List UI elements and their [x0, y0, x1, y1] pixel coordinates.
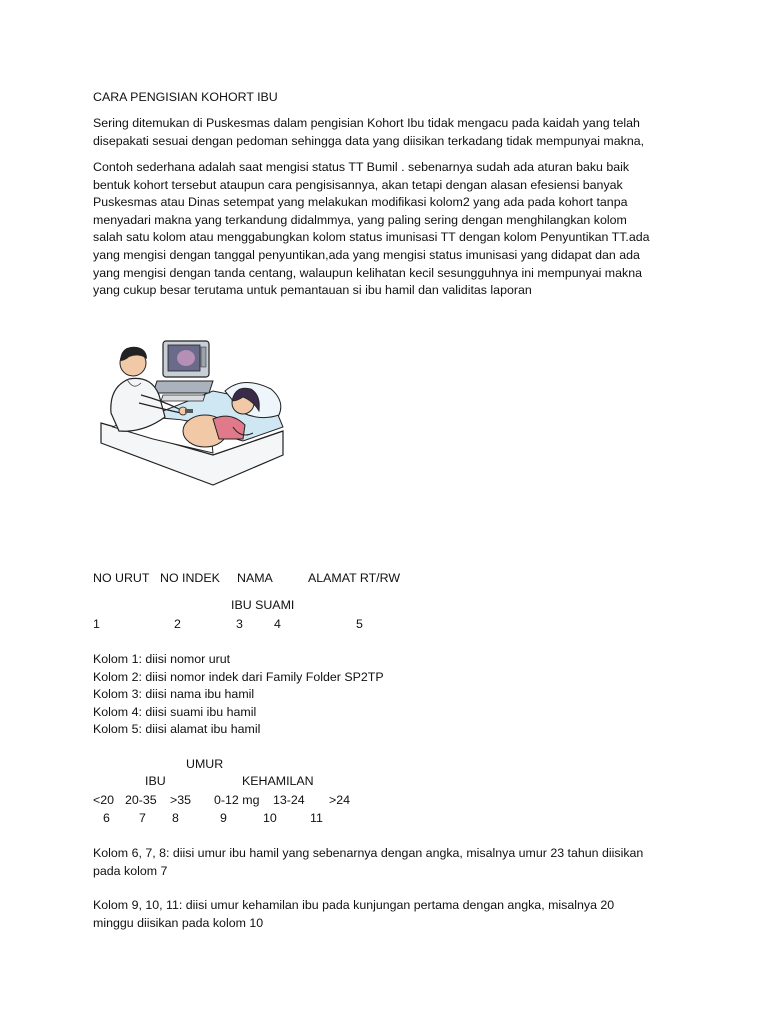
paragraph-line: Sering ditemukan di Puskesmas dalam pengisian Kohort Ibu tidak mengacu pada kaidah yang telah	[93, 116, 640, 130]
table1-header-alamat: ALAMAT RT/RW	[308, 571, 401, 585]
table2-header-kehamilan: KEHAMILAN	[242, 774, 314, 788]
paragraph-line: Puskesmas atau Dinas setempat yang melakukan modifikasi kolom2 yang ada pada kohort tanpa	[93, 195, 628, 210]
table2-range: >35	[170, 793, 192, 807]
table1-header-no-indek: NO INDEK	[160, 571, 220, 585]
paragraph-line: Contoh sederhana adalah saat mengisi status TT Bumil . sebenarnya sudah ada aturan baku baik	[93, 160, 630, 174]
table2-header-ibu: IBU	[145, 774, 166, 788]
paragraph-line: pada kolom 7	[93, 863, 168, 878]
table1-subheader: IBU SUAMI	[231, 598, 295, 612]
table2-range: 20-35	[125, 793, 157, 807]
note-umur-ibu	[93, 845, 678, 880]
table2-range: <20	[93, 793, 115, 807]
column-description: Kolom 4: diisi suami ibu hamil	[93, 704, 257, 719]
table1-header-no-urut: NO URUT	[93, 571, 150, 585]
table2-header-umur: UMUR	[186, 757, 224, 771]
table1-column-number: 4	[274, 617, 281, 631]
note-umur-kehamilan	[93, 897, 678, 932]
table1-header-nama: NAMA	[237, 571, 273, 585]
table2-column-number: 10	[263, 811, 277, 825]
document-title: CARA PENGISIAN KOHORT IBU	[93, 90, 278, 104]
table2-range: 13-24	[273, 793, 305, 807]
table1-column-number: 1	[93, 617, 100, 631]
table2-range: 0-12 mg	[214, 793, 260, 807]
column-description: Kolom 3: diisi nama ibu hamil	[93, 687, 255, 702]
column-description: Kolom 2: diisi nomor indek dari Family Folder SP2TP	[93, 669, 384, 684]
column-description: Kolom 1: diisi nomor urut	[93, 652, 231, 666]
table2-column-number: 6	[103, 811, 110, 825]
column-description: Kolom 5: diisi alamat ibu hamil	[93, 722, 261, 737]
table1-column-number: 2	[174, 617, 181, 631]
paragraph-line: salah satu kolom atau menggabungkan kolom status imunisasi TT dengan kolom Penyuntikan TT.ada	[93, 230, 650, 245]
paragraph-line: minggu diisikan pada kolom 10	[93, 915, 264, 930]
column-descriptions	[93, 651, 678, 739]
paragraph-line: Kolom 6, 7, 8: diisi umur ibu hamil yang sebenarnya dengan angka, misalnya umur 23 tahun diisikan	[93, 846, 644, 860]
paragraph-line: bentuk kohort tersebut ataupun cara pengisisannya, akan tetapi dengan alasan efesiensi banyak	[93, 177, 623, 192]
table1-column-number: 5	[356, 617, 363, 631]
ultrasound-exam-illustration	[93, 335, 293, 493]
paragraph-line: yang cukup besar terutama untuk pemantauan si ibu hamil dan validitas laporan	[93, 283, 532, 298]
table1-column-number: 3	[236, 617, 243, 631]
paragraph-line: disepakati sesuai dengan pedoman sehingga data yang diisikan terkadang tidak mempunyai makna,	[93, 133, 645, 148]
paragraph-line: yang mengisi dengan tanggal penyuntikan,ada yang mengisi status imunisasi yang didapat dan ada	[93, 247, 640, 262]
paragraph-line: Kolom 9, 10, 11: diisi umur kehamilan ibu pada kunjungan pertama dengan angka, misalnya 20	[93, 898, 615, 912]
paragraph-line: yang mengisi dengan tanda centang, walaupun kelihatan kecil sesungguhnya ini mempunyai makna	[93, 265, 642, 280]
table2-column-number: 8	[172, 811, 179, 825]
table2-column-number: 11	[310, 811, 323, 825]
table2-range: >24	[329, 793, 351, 807]
table2-column-number: 7	[139, 811, 146, 825]
example-paragraph	[93, 159, 678, 300]
table2-column-number: 9	[220, 811, 227, 825]
intro-paragraph	[93, 115, 678, 150]
paragraph-line: menyadari makna yang terkandung didalmmya, yang paling sering dengan menghilangkan kolom	[93, 212, 627, 227]
